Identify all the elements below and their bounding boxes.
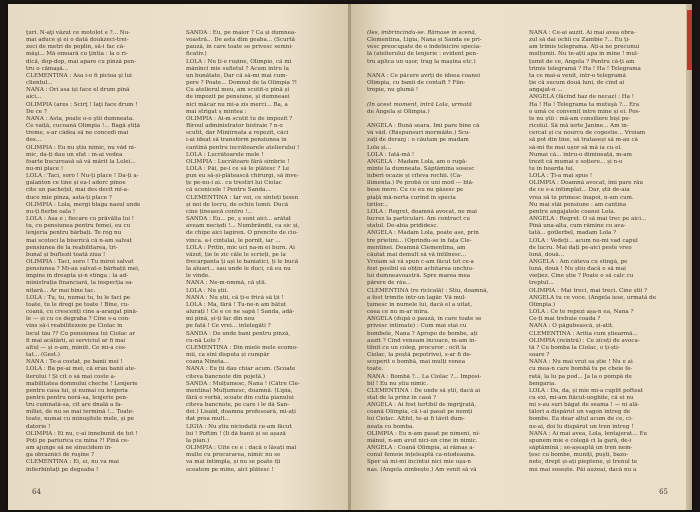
text-line: bombele, Nana ? Apropo de bombe, ați bbox=[367, 330, 478, 337]
text-line bbox=[367, 94, 519, 101]
text-line: tă ? Cu bomba la Ciolac, o ți-ști- bbox=[529, 344, 620, 351]
text-line: le — și cu ce degraba ? Cine s-a con- bbox=[26, 316, 131, 323]
text-line: OLIMPIA : Ei nu, c-ai înnebunit de tot ! bbox=[26, 430, 138, 437]
text-line: OLIMPIA : Eu nu știu nimic, nu văd ni- bbox=[26, 144, 136, 151]
text-line: LOLA : Da, da, și mie mi-a cuplit pofteat bbox=[529, 387, 644, 394]
text-line: nu-ți fierbe oala ! bbox=[26, 208, 76, 215]
text-line: Pînă una-alta, cum rămîne cu ava- bbox=[529, 223, 626, 230]
text-line: coană, cu crescenți cine a-aranjat pînă- bbox=[26, 309, 138, 316]
text-line: neata cu bomba. bbox=[367, 423, 415, 430]
text-line: LOLA : Ma, fără ! Tu-ne-n am bătut bbox=[186, 301, 287, 308]
text-line: și noi de locru, de ochiu lumii. Ducă bbox=[186, 201, 289, 208]
text-line: de lucru. Mai dați pe-aici peste vreo bbox=[529, 244, 632, 251]
text-line: vrea să te primesc înapoi, n-am cum. bbox=[529, 194, 634, 201]
text-line: piață mă-nerta curînd în specia bbox=[367, 194, 456, 201]
text-line: voastră... De asta dim geaba... (Scurtă bbox=[186, 37, 295, 44]
text-line: CLEMENTINA : Asa i-o fi picioa şi lui bbox=[26, 72, 132, 79]
text-line: lierului ! Și cît o să mai coste a- bbox=[26, 373, 116, 380]
text-line: LOLA : Taci, soro ! Nu-ți place ! Da-ți a- bbox=[26, 173, 139, 180]
text-line: ta ce mai-a venit, într-o telegramă bbox=[529, 72, 626, 79]
text-line: locul tău ?? Cu pensiunea lui Ciolac ar bbox=[26, 330, 136, 337]
text-line: lună, două... bbox=[529, 251, 565, 258]
text-line: LIGIA : Nu știu niciodată ce-am făcut bbox=[186, 423, 292, 430]
text-line: Olimpia.) bbox=[529, 301, 556, 308]
text-line: ANGELA : Coană Olimpia, ai rămas a- bbox=[367, 445, 475, 452]
red-bookmark-edge bbox=[687, 10, 692, 70]
text-line: OLIMPIA : Ai-m scutit tu de impozit ? bbox=[186, 115, 293, 122]
text-line: LOLA : Păi, pe-i ce să le plătesc ? Le bbox=[186, 165, 290, 172]
text-line: LOLA : Iată-mă ! bbox=[367, 151, 415, 158]
text-line: am trimis telegrama. Ați-a ne precunui bbox=[529, 44, 640, 51]
text-line: ANGELA : Madam Lola, poate ase, prin bbox=[367, 230, 479, 237]
text-line: cîteva bancnote din pojetă.) bbox=[186, 373, 265, 380]
text-line: pun eu să-și-plătească chirurgi, să înve- bbox=[186, 173, 299, 180]
text-line: lui ! Poftim ! (Îi dă banii și se așază bbox=[186, 430, 286, 437]
text-line: tu, cu pensiunea pentru femei, eu cu bbox=[26, 223, 131, 230]
text-line: LOLA : Regret, doamnă avocat, ne mai bbox=[367, 208, 477, 215]
text-line: pere ? Poate... Domnul de la Olimpia ?! bbox=[186, 80, 298, 87]
text-line: rată, la lu pa pod... Ja la o pompă de bbox=[529, 373, 632, 380]
text-line: tru cumnată-sa, cît are dnală a fa- bbox=[26, 402, 123, 409]
text-line: tru aplica un ușor, trag la mașina etc.) bbox=[367, 58, 476, 65]
text-line: dat prea mult... bbox=[186, 416, 230, 423]
text-line: frecarpanta ți ași le baniatici, ți le bucă bbox=[186, 259, 299, 265]
text-line: OLIMPIA : Uite ce e : dacă o lăsați mai bbox=[186, 445, 297, 452]
text-line: mănînci mie sufletul ? Acum intru la bbox=[186, 65, 289, 72]
text-line: scoperit o bombă, mai mulți venea bbox=[367, 359, 466, 366]
text-line: ricolul. Să mă ierte Janine... Am în- bbox=[529, 123, 629, 130]
text-line: duce mie pînza, asta-ți place ? bbox=[26, 194, 112, 201]
text-line: aici... bbox=[26, 94, 42, 101]
left-page bbox=[8, 4, 349, 510]
text-line: toate. bbox=[367, 366, 384, 373]
text-line: ne-ai, doi lu dispărut un tren întreg ! bbox=[529, 423, 634, 430]
text-line: OLIMPIA : Doamnă avocat, îmi pare rău bbox=[529, 180, 643, 187]
text-line: mănui, n-am avut nici-un cine în nimic. bbox=[367, 437, 478, 444]
text-line: cu exi, mi-am fiăcut-uoghile, că ei nu bbox=[529, 394, 634, 401]
text-line: fi mai acătării, ai serviciul ar fi mai bbox=[26, 337, 126, 344]
text-line: LOLA : Lucrătoarele mele ! bbox=[186, 151, 264, 158]
text-line: multe cu procurarea, nimic nu se bbox=[186, 452, 281, 459]
text-line: mai strigat ș mintea : bbox=[186, 108, 247, 115]
text-line: zeci de metri de poplin, să-i fac că- bbox=[26, 44, 126, 51]
text-line: te nu știi : mă-am consiliere biși pe- bbox=[529, 115, 631, 122]
text-line: ANGELA : Bună seara. Îmi pare bine că bbox=[367, 123, 480, 130]
text-line: minte la dumneata. Săptămîna sosesc bbox=[367, 165, 475, 172]
text-line: OLIMPIA (reintră) : Ce zîceți de avoca- bbox=[529, 337, 640, 344]
right-page-number: 65 bbox=[659, 488, 668, 496]
text-line: lenjeria pentru bărbați. Te rog nu bbox=[26, 230, 122, 237]
text-line: cu mea-n care bombă tu pe cheie fe- bbox=[529, 366, 633, 373]
text-line: LOLA : Nu știi. bbox=[186, 287, 229, 294]
text-line: nas. (Angela zîmbește.) Am venit să vă bbox=[367, 466, 477, 472]
text-line: bombe. Ea dear altul acum de ce, ci- bbox=[529, 416, 633, 423]
text-line: auzit ? Cînd veneam încoace, m-am în- bbox=[367, 337, 477, 344]
text-line: OLIMPIA (ares : Scîrţ ! Iaţi face drum ! bbox=[26, 101, 138, 108]
text-line: nitară... Ar mai bine tac. bbox=[26, 287, 96, 294]
text-line: tălori a dispărut un vagon întreg de bbox=[529, 409, 631, 416]
text-line: LOLA : Tu, tu, numai tu, tu le faci pe bbox=[26, 294, 131, 301]
text-line: SANDA : Eu, pe maior ? Ca și dumnea- bbox=[186, 30, 297, 36]
text-line: pentru angajatele coanei Lola. bbox=[529, 208, 616, 215]
text-line: va mai întîmpla, și nu se poate îți bbox=[186, 459, 281, 466]
text-line: mai scotoci la biserică că n-am salvat bbox=[26, 237, 132, 244]
text-line: țesc cu bombe, muniți, puști, bazo- bbox=[529, 452, 629, 459]
text-line: mai aduce şi ei o dată doukzeci-trei- bbox=[26, 37, 129, 44]
text-line: împins în dreapta și-n stînga : la ad- bbox=[26, 273, 129, 280]
text-line: ANGELA : Regret. O să mai trec pe aici... bbox=[529, 216, 647, 223]
text-line: altul — și o-am, miniît. Ce mi-a cos- bbox=[26, 344, 127, 351]
text-line: viețiez. Cine știe ? Poate o să calc cu bbox=[529, 273, 634, 280]
text-line: treme, s-ar cădea să ne concedi mai bbox=[26, 130, 129, 137]
text-line: cantină pentru iucrătoarele atelierului ! bbox=[186, 144, 300, 151]
text-line: angajat-o ... bbox=[529, 87, 563, 94]
text-line: pe fată ! Ce vrei... intelegăti ? bbox=[186, 323, 271, 330]
text-line: părere de rău... bbox=[367, 280, 412, 287]
text-line: ficativ.) bbox=[186, 51, 207, 58]
text-line: LOLA : Asa e ; fiecare cu prăvălia lui ! bbox=[26, 216, 135, 223]
text-line: ANGELA (făcînd haz de necaz) : Ha ! bbox=[529, 94, 635, 101]
text-line: coana Nineta... bbox=[186, 359, 230, 366]
text-line: LOLA : Vedeți... acum nu-mi vad capul bbox=[529, 237, 638, 244]
text-line: Biroul administrator bistraie ? n-o bbox=[186, 123, 283, 130]
text-line: cercat și cu nourcu de cogestie... Vroiam bbox=[529, 130, 646, 137]
text-line: bil ! Eu nu știu nimic. bbox=[367, 380, 429, 387]
text-line: LOLA : Ba pe-ai mei, că erau banii ate- bbox=[26, 366, 136, 373]
text-line: lui Ciolac. Altfel, te-ai fi tăvit dum- bbox=[367, 416, 465, 423]
text-line: ANGELA : Ai fost tertibil de îngrijrată, bbox=[367, 402, 477, 409]
text-line: pensiunea de la reabilitarea, tri- bbox=[26, 244, 118, 251]
text-line: NANA : Ce păcere avrți de ideea coanei bbox=[367, 72, 481, 79]
text-line: LOLA : Ți-a mai spus ! bbox=[529, 173, 593, 180]
text-line: tat... (Gest.) bbox=[26, 352, 60, 359]
text-line: lună, două ! Nu știu dacă o să mai bbox=[529, 266, 626, 273]
text-line: ilimenta.) Pe probă ce uni mod — blă- bbox=[367, 180, 474, 187]
text-line: clientul... bbox=[26, 80, 53, 87]
text-line: la pian.) bbox=[186, 437, 210, 444]
text-line: vinca. a-i cîntalai, le pornit, iar ... bbox=[186, 237, 281, 244]
text-line: mi pînă, și-ți fac din nou bbox=[186, 316, 255, 323]
text-line: pensiunea ? Mi-au salvat-o bărbații mei, bbox=[26, 266, 140, 273]
text-line: tată... gotlerbel, madam Lola ? bbox=[529, 230, 617, 237]
text-line: vă văd. (Răspunsuri mormăite.) Scu- bbox=[367, 130, 471, 137]
text-line: (Ies, îmbrîncindu-se. Rămase în scenă, bbox=[367, 30, 477, 36]
text-line: Sper să mi-mi încîntui nici mie ușa-n bbox=[367, 459, 471, 466]
text-line: NANA : Nu știi, că ți-e frică să ții ! bbox=[186, 294, 284, 301]
text-line: tîlnit cu un coleg, procuror : ocît la bbox=[367, 344, 467, 351]
text-line: NANA : Eu ții dau chiar acum. (Scoate bbox=[186, 366, 296, 373]
text-line: la aluari... sau unde le duci, că eu nu bbox=[186, 266, 291, 273]
text-line: privesc intimate) : Cum mai stai cu bbox=[367, 323, 467, 330]
left-page-column-2 bbox=[186, 30, 338, 472]
text-line: mii, ca sini disputa și cumpăr bbox=[186, 352, 270, 359]
text-line: tre prietini... (Oprindu-se în fața Cle- bbox=[367, 237, 472, 244]
text-line: nici măcar nu mi-a zis merci... Ba, a bbox=[186, 101, 288, 108]
text-line: tru o cămaşă... bbox=[26, 65, 69, 72]
text-line: vesc preocupate de o îndelnicire specia- bbox=[367, 44, 482, 51]
text-line: OLIMPIA : Lucrătoare fără simbrie ! bbox=[186, 158, 290, 165]
text-line: stat de la prînz în casă ? bbox=[367, 394, 437, 401]
text-line: o umă ce convenit între mine și ei. Pos- bbox=[529, 108, 641, 115]
text-line: lă (atelierului de lenjerie : evident pen- bbox=[367, 51, 478, 58]
text-line: zați de deranj : o căutam pe madam bbox=[367, 137, 469, 144]
text-line: CLEMENTINA (re ricicală) : Stiu, doamnă, bbox=[367, 287, 489, 294]
text-line: ministrația financiară, la inspecția sa- bbox=[26, 280, 134, 287]
text-line: bengaria. bbox=[529, 380, 556, 387]
text-line: nete, drept și-ați pieptene, și trenul te bbox=[529, 459, 638, 466]
text-line: LOLA : Nu ți-e rușine, Olimpio, că mi bbox=[186, 58, 292, 65]
text-line: am ajunge să ne sinucidem în- bbox=[26, 445, 113, 452]
text-line: treptul... bbox=[529, 280, 554, 287]
text-line: tropie, nu glumă ! bbox=[367, 87, 419, 94]
text-line: scutit, dar Miniîrnata a repezit, căci bbox=[186, 130, 289, 137]
text-line: SANDA : Mulțumesc, Nana ! (Către Cle- bbox=[186, 380, 300, 387]
text-line: trezit că mumai e soțiere... și n-o bbox=[529, 158, 623, 165]
text-line: OLIMPIA : Lola, mergi blaga nasul unde bbox=[26, 201, 141, 208]
text-line: dică, dop-dop, mai apare cu pinză pen- bbox=[26, 58, 137, 65]
text-line: tu în hoarda lui. bbox=[529, 165, 575, 172]
text-line: ANGELA tu ce voce. (Angela iese, urmată de bbox=[529, 294, 657, 301]
text-line: văzut, ție le zic căle le scrieți, pe la bbox=[186, 251, 286, 258]
text-line: ANGELA : Madam Lola, am o rugă- bbox=[367, 158, 468, 165]
text-line: cine ținească contro !... bbox=[186, 208, 253, 215]
text-line: ga obraznici de ruşine ? bbox=[26, 452, 94, 459]
text-line: CLEMENTINA : Din miele mele ecomo- bbox=[186, 344, 298, 351]
text-line bbox=[367, 116, 519, 123]
text-line: SANDA : De unde bani pentru pînză, bbox=[186, 330, 291, 337]
text-line: bunal și buftezii toată ziua ! bbox=[26, 251, 106, 258]
text-line: ANGELA : Am câteva cu stingă, pe bbox=[529, 259, 628, 265]
text-line: scoatem pe mine, aici plătesc ! bbox=[186, 466, 274, 472]
text-line: lucrez la particulari. Am contract cu bbox=[367, 216, 471, 223]
text-line: țumit de ce, Angela ? Pentru că-ți am bbox=[529, 58, 635, 65]
text-line: coană Olimpia, că i-ai pasat pe nemți bbox=[367, 409, 473, 416]
page-edge bbox=[686, 4, 692, 510]
text-line: iuberi ocazie și cîteva rochii. (Ca- bbox=[367, 173, 462, 180]
text-line: ţuri. N-aţi văzut ce motolot e ?... Nu- bbox=[26, 30, 131, 36]
text-line: CLEMENTINA : Iar voi, ce sînteți țesen bbox=[186, 194, 299, 201]
text-line: foarte bucuroasă să vă mărit la Lolei... bbox=[26, 158, 136, 165]
text-line: De ce ? bbox=[26, 108, 47, 115]
left-page-number: 64 bbox=[32, 488, 41, 496]
text-line: NANA : Te-a costat, pe banii mei ! bbox=[26, 359, 123, 366]
text-line: CLEMENTINA : Aritia cum știearmă... bbox=[529, 330, 638, 337]
text-line: mu mai sosește. Păi auzeai, dacă nu a bbox=[529, 466, 637, 472]
text-line: miliei, de nu se mai termină !... Toate- bbox=[26, 409, 134, 416]
text-line: Ciolac, la poștă pepotrivei, s-ar fi de- bbox=[367, 352, 472, 359]
text-line: le vinde. bbox=[186, 273, 211, 280]
text-line: că ucenicele ! Pentru Sanda... bbox=[186, 187, 271, 194]
text-line: mabilitatea domnului cheche ! Lenjerie bbox=[26, 380, 138, 387]
text-line: Cu atelierul meu, am scutit-o pînă și bbox=[186, 87, 290, 94]
text-line: Ce vaiță, cucoană Olimpia !... Bagă știță bbox=[26, 123, 141, 130]
text-line: datorie ! bbox=[26, 423, 51, 430]
text-line: trimis telegramă ? Ha ! Ha ! Telegrama bbox=[529, 65, 641, 72]
text-line: OLIMPIA : Taci, soro ! Tu miroi salvat bbox=[26, 259, 134, 265]
text-line: mentinei. Doamnă Clementina, am bbox=[367, 244, 466, 251]
text-line: aveam necișdi !... Numbrăndii, ca sic și, bbox=[186, 223, 300, 230]
text-line: CLEMENTINA : De unde să știi, dacă ai bbox=[367, 387, 481, 394]
text-line: i-ai ideat să transform pensiunea în bbox=[186, 137, 287, 144]
text-line: nu-mi place ! bbox=[26, 165, 64, 172]
text-line: NANA : Ori asa iși face el drum pînă bbox=[26, 87, 130, 94]
text-line: bese mere. Cu ce eu nu găsesc pe bbox=[367, 187, 464, 194]
text-line: NANA : O păgubească, și-atît. bbox=[529, 323, 614, 330]
text-line: Poți pe pariurica cu mîna ?! Pînă ce- bbox=[26, 437, 130, 444]
text-line: CLEMENTINA : Ei, ei, nu va mai bbox=[26, 459, 119, 466]
left-page-column-1 bbox=[26, 30, 178, 472]
text-line: SANDA : Eu... pe, ș sunt aici... arătat bbox=[186, 216, 292, 223]
text-line: (În acest moment, intră Lola, urmată bbox=[367, 101, 472, 108]
text-line: lui dumneavoastră. Spre marea mea bbox=[367, 273, 471, 280]
text-line: NANA : Ai mai avea, Lola, lentajerat... Eu bbox=[529, 430, 647, 437]
text-line: Clementina, Ligia, Nana și Sanda se pri- bbox=[367, 37, 482, 44]
text-line: Lola și... bbox=[367, 144, 391, 151]
text-line: Ha ! Ha ! Telegrama ta mutuşă ?... Era bbox=[529, 101, 640, 108]
text-line: OLIMPIA : Eu n-am pasat pe nimeni, ni- bbox=[367, 430, 481, 437]
text-line: un bunătate, Dar că să-mi mai cum- bbox=[186, 72, 288, 79]
text-line: să pot din tine, să trataseși să m-au că bbox=[529, 137, 639, 144]
text-line: țe pe-nu-i ai.. cu trestiri lui Ciolac bbox=[186, 180, 282, 187]
text-line: pentru pentru noră-sa, lenjerie pen- bbox=[26, 394, 128, 401]
text-line: măşi... Mă omoară cu ţintia : la o ri- bbox=[26, 51, 128, 58]
text-line: alurați ! Ce e ce ne sapă ! Sanda, adă- bbox=[186, 309, 295, 316]
text-line: mic, da-ți dau un sfat : m-ai vedea bbox=[26, 151, 123, 158]
text-line: des... bbox=[26, 137, 42, 144]
text-line: statul. De-abia prididesc. bbox=[367, 223, 439, 230]
text-line: conul femeie înțeleaptă ca-ntodeauna. bbox=[367, 452, 476, 459]
text-line: LOLA : Ce te repezi așa-n ea, Nana ? bbox=[529, 309, 634, 316]
text-line: înfierbîntați pe degeaba ! bbox=[26, 466, 99, 472]
text-line: mulțumii. Nu te-ațti apa în mine ! mul- bbox=[529, 51, 639, 58]
right-page-column-1 bbox=[367, 30, 519, 472]
text-line: NANA : Bombă ?... La Ciolac ?... Imposi- bbox=[367, 373, 482, 380]
text-line: NANA : Ne-m-nmmă, că știi. bbox=[186, 280, 267, 287]
text-line: Olimpia, cu banii de contaft ? Fiin- bbox=[367, 80, 466, 87]
text-line bbox=[367, 66, 519, 73]
text-line: căutat mai demult să vă întîlnesc... bbox=[367, 251, 467, 258]
text-line: vins să-i reabilitezeze pe Ciolac în bbox=[26, 323, 123, 330]
text-line: de chipe aici lagiren. O prencite de cio- bbox=[186, 230, 298, 237]
text-line: pentru casa lui, și numai cu lenjeria bbox=[26, 387, 128, 394]
text-line: soare ? bbox=[529, 352, 550, 359]
text-line: cîteva bancnote, pe care i le dă San- bbox=[186, 402, 290, 409]
text-line: mi s-au suri băgat de seama ! — ni ală- bbox=[529, 402, 640, 409]
text-line: Numai că... întru-o dimineață, m-am bbox=[529, 151, 632, 158]
text-line: să-mi fie mai ușor să mă ia cu el. bbox=[529, 144, 622, 151]
right-page-column-2 bbox=[529, 30, 681, 472]
text-line: a fost trimite într-un lagăr. Vă mul- bbox=[367, 294, 467, 301]
text-line: cu-nă Lolo ? bbox=[186, 337, 221, 344]
text-line: Nu mai stăi pensiune : am cantina bbox=[529, 201, 627, 208]
text-line: pauză, în care toate se privesc semni- bbox=[186, 44, 294, 51]
text-line: fără o vorbă, scoate din cutia pianului bbox=[186, 394, 294, 401]
book-spread bbox=[8, 4, 692, 510]
text-line: ANGELA (după o pauză, în care toate se bbox=[367, 316, 482, 323]
text-line: tirilor... bbox=[367, 201, 389, 208]
text-line: OLIMPIA : Mai treci, mai treci. Cine știi ? bbox=[529, 287, 648, 294]
text-line: spunem mie e colegă ci la gară, de-i bbox=[529, 437, 632, 444]
text-line: cîte un pachețel, mai des decît mi-a- bbox=[26, 187, 129, 194]
text-line: ceea ce nu m-ar mira. bbox=[367, 309, 429, 316]
text-line: Ce-ți mai trebuie coada ? bbox=[529, 316, 601, 323]
text-line: țumesc în numele lui, dacă el a uitat, bbox=[367, 301, 473, 308]
text-line: NANA : Nu mai vrut sa știe ! Nu e ai bbox=[529, 359, 633, 366]
text-line: galanton ce tine și ea-l adorc pînoe bbox=[26, 180, 126, 187]
right-page bbox=[351, 4, 692, 510]
text-line: fost posibil să obțin achitarea unchiu- bbox=[367, 266, 474, 273]
text-line: toate, numai cu mînuşitele mele, și pe bbox=[26, 416, 134, 423]
text-line: de Angela și Olimpia.) bbox=[367, 108, 430, 115]
text-line: NANA : Asta, poate o-o ştii dumneata. bbox=[26, 115, 134, 122]
text-line: ție că sucum două luni, de cînd ai bbox=[529, 80, 625, 87]
text-line: Vroiam să vă spun c-am făcut tot ce-a bbox=[367, 259, 474, 265]
text-line: LOLA : Pritin, mic uci na-m ei burn. Ai bbox=[186, 244, 295, 251]
text-line: de ce s-a întîmplat... Dar, știi de-aia bbox=[529, 187, 630, 194]
text-line: dei.) Lisaid, doamna profesoară, mi-ați bbox=[186, 409, 296, 416]
text-line: zul să dai ochii cu Zambie ?... Eu ți- bbox=[529, 37, 631, 44]
text-line: mentina) Mulțumesc, doamnă. (Lipia, bbox=[186, 387, 293, 394]
text-line: NANA : Ce-ai auzit. Ai mai avea obra- bbox=[529, 30, 636, 36]
text-line: de impozit pe pensiune, și dumneaei bbox=[186, 94, 290, 101]
text-line: toate, tu le dregi pe toate ! Bine, cu- bbox=[26, 301, 130, 308]
text-line: săptămînă ; se-așeaptă un tren nem- bbox=[529, 445, 633, 452]
